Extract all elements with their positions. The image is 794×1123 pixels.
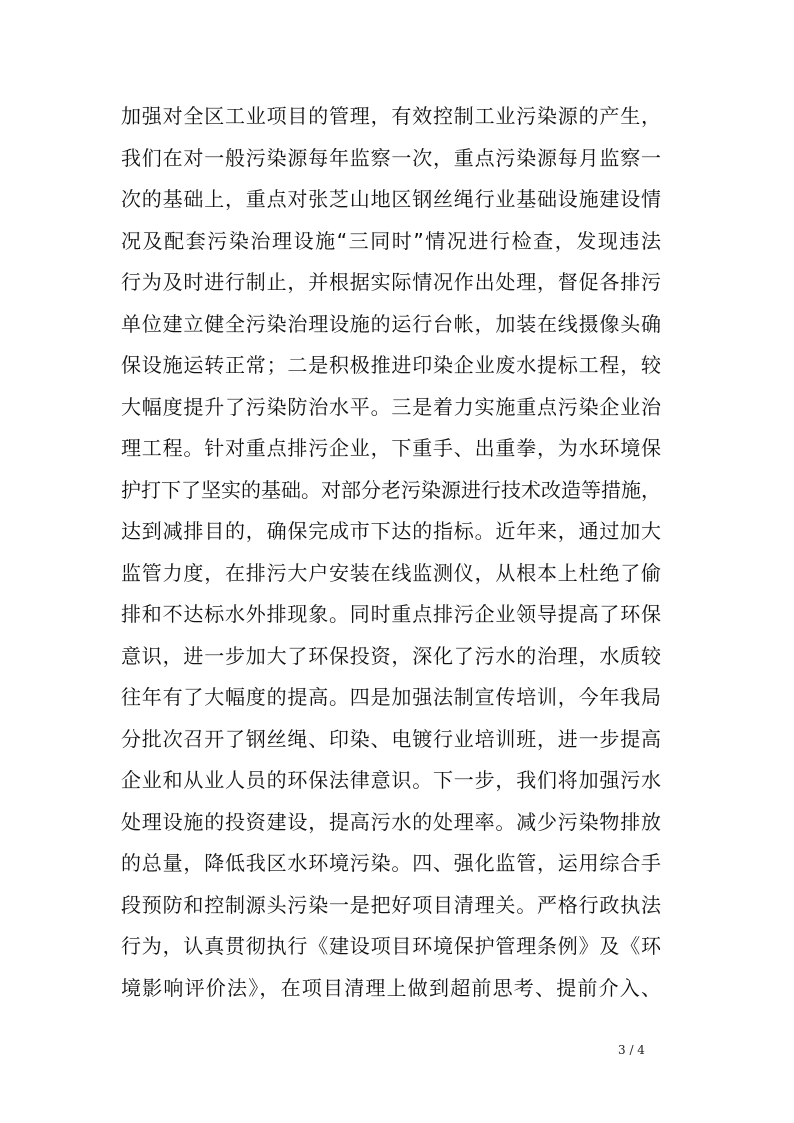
text-line: 行为及时进行制止，并根据实际情况作出处理，督促各排污 bbox=[121, 270, 661, 294]
text-line: 分批次召开了钢丝绳、印染、电镀行业培训班，进一步提高 bbox=[121, 726, 661, 751]
text-line: 意识，进一步加大了环保投资，深化了污水的治理，水质较 bbox=[121, 643, 661, 668]
text-line: 保设施运转正常；二是积极推进印染企业废水提标工程，较 bbox=[121, 353, 661, 377]
text-line: 次的基础上，重点对张芝山地区钢丝绳行业基础设施建设情 bbox=[121, 187, 661, 211]
text-line: 的总量，降低我区水环境污染。四、强化监管，运用综合手 bbox=[121, 851, 661, 875]
text-line: 监管力度，在排污大户安装在线监测仪，从根本上杜绝了偷 bbox=[121, 560, 661, 585]
text-line: 企业和从业人员的环保法律意识。下一步，我们将加强污水 bbox=[121, 768, 661, 792]
text-line: 往年有了大幅度的提高。四是加强法制宣传培训，今年我局 bbox=[121, 685, 661, 709]
text-line: 理工程。针对重点排污企业，下重手、出重拳，为水环境保 bbox=[121, 436, 661, 460]
page-number: 3 / 4 bbox=[618, 1043, 645, 1057]
text-line: 排和不达标水外排现象。同时重点排污企业领导提高了环保 bbox=[121, 602, 661, 626]
text-line: 行为，认真贯彻执行《建设项目环境保护管理条例》及《环 bbox=[121, 934, 661, 958]
text-line: 处理设施的投资建设，提高污水的处理率。减少污染物排放 bbox=[121, 809, 661, 834]
text-line: 单位建立健全污染治理设施的运行台帐，加装在线摄像头确 bbox=[121, 311, 661, 336]
text-line: 段预防和控制源头污染一是把好项目清理关。严格行政执法 bbox=[121, 892, 661, 917]
text-line: 我们在对一般污染源每年监察一次，重点污染源每月监察一 bbox=[121, 145, 661, 170]
text-line: 大幅度提升了污染防治水平。三是着力实施重点污染企业治 bbox=[121, 394, 661, 419]
text-line: 境影响评价法》，在项目清理上做到超前思考、提前介入、 bbox=[121, 975, 661, 1000]
text-line: 况及配套污染治理设施“三同时”情况进行检查，发现违法 bbox=[121, 228, 661, 253]
text-line: 达到减排目的，确保完成市下达的指标。近年来，通过加大 bbox=[121, 519, 661, 543]
body-text bbox=[121, 96, 681, 1009]
text-line: 加强对全区工业项目的管理，有效控制工业污染源的产生， bbox=[121, 104, 661, 128]
text-line: 护打下了坚实的基础。对部分老污染源进行技术改造等措施， bbox=[121, 477, 661, 502]
